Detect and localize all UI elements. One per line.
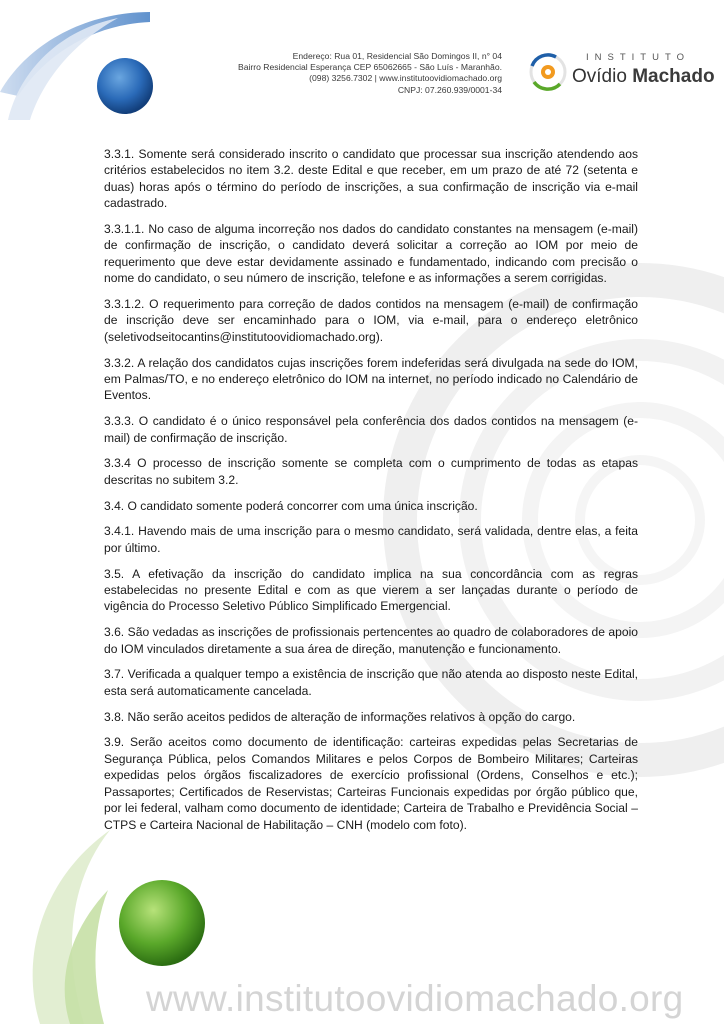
address-line: (098) 3256.7302 | www.institutoovidiomachado.org	[309, 73, 502, 84]
paragraph-3-5: 3.5. A efetivação da inscrição do candidato implica na sua concordância com as regras estabelecidas no presente Edital e com as que vierem a ser lançadas durante o período de vigência do Processo Seletivo Público Simplificado Emergencial.	[104, 566, 638, 614]
paragraph-3-3-1: 3.3.1. Somente será considerado inscrito o candidato que processar sua inscrição atendendo aos critérios estabelecidos no item 3.2. deste Edital e que receber, em um prazo de até 72 (setenta e duas) horas após o término do período de inscrições, a sua confirmação de inscrição via e-mail cadastrado.	[104, 147, 638, 211]
logo-name	[572, 66, 715, 88]
blue-ball	[97, 58, 153, 114]
paragraph-3-3-4: 3.3.4 O processo de inscrição somente se completa com o cumprimento de todas as etapas descritas no subitem 3.2.	[104, 456, 638, 487]
paragraph-3-7: 3.7. Verificada a qualquer tempo a existência de inscrição que não atenda ao disposto neste Edital, esta será automaticamente cancelada.	[104, 667, 638, 698]
logo-top-word: INSTITUTO	[586, 52, 690, 63]
green-ball	[119, 880, 205, 966]
paragraph-3-4: 3.4. O candidato somente poderá concorrer com uma única inscrição.	[104, 498, 478, 513]
paragraph-3-3-1-2: 3.3.1.2. O requerimento para correção de dados contidos na mensagem (e-mail) de confirmação de inscrição deve ser encaminhado para o IOM, via e-mail, para o endereço eletrônico (seletivodseitocantins@institutoovidiomachado.org).	[104, 297, 638, 344]
paragraph-3-3-3: 3.3.3. O candidato é o único responsável pela conferência dos dados contidos na mensagem (e-mail) de confirmação de inscrição.	[104, 414, 638, 445]
address-line: Bairro Residencial Esperança CEP 65062665 - São Luís - Maranhão.	[237, 62, 502, 73]
address-line: CNPJ: 07.260.939/0001-34	[397, 84, 502, 95]
paragraph-3-8: 3.8. Não serão aceitos pedidos de alteração de informações relativos à opção do cargo.	[104, 709, 576, 724]
paragraph-3-3-2: 3.3.2. A relação dos candidatos cujas inscrições forem indeferidas será divulgada na sede do IOM, em Palmas/TO, e no endereço eletrônico do IOM na internet, no período indicado no Calendário de Eventos.	[104, 355, 638, 403]
instituto-logo	[526, 52, 715, 92]
paragraph-3-9: 3.9. Serão aceitos como documento de identificação: carteiras expedidas pelas Secretarias de Segurança Pública, pelos Comandos Militares e pelos Corpos de Bombeiro Militares; Carteiras expedidas pelos órgãos fiscalizadores de exercício profissional (Ordens, Conselhos e etc.); Passaportes; Certificados de Reservistas; Carteiras Funcionais expedidas por órgão público que, por lei federal, valham como documento de identidade; Carteira de Trabalho e Previdência Social – CTPS e Carteira Nacional de Habilitação – CNH (modelo com foto).	[104, 735, 638, 832]
address-line: Endereço: Rua 01, Residencial São Domingos II, n° 04	[292, 51, 502, 61]
paragraph-3-6: 3.6. São vedadas as inscrições de profissionais pertencentes ao quadro de colaboradores de apoio do IOM vinculados diretamente a sua área de direção, manutenção e funcionamento.	[104, 625, 638, 656]
paragraph-3-3-1-1: 3.3.1.1. No caso de alguma incorreção nos dados do candidato constantes na mensagem (e-mail) de confirmação de inscrição, o candidato deverá solicitar a correção ao IOM por meio de requerimento que deve estar devidamente assinado e fundamentado, indicando com precisão o nome do candidato, o seu número de inscrição, telefone e as informações a serem corrigidas.	[104, 222, 638, 286]
logo-name-second: Machado	[632, 66, 715, 87]
document-body	[104, 146, 638, 842]
logo-name-first: Ovídio	[572, 66, 627, 87]
header-address	[162, 51, 502, 96]
instituto-logo-icon	[526, 52, 570, 92]
footer-url: www.institutoovidiomachado.org	[146, 978, 684, 1019]
paragraph-3-4-1: 3.4.1. Havendo mais de uma inscrição para o mesmo candidato, será validada, dentre elas, a feita por último.	[104, 524, 638, 555]
